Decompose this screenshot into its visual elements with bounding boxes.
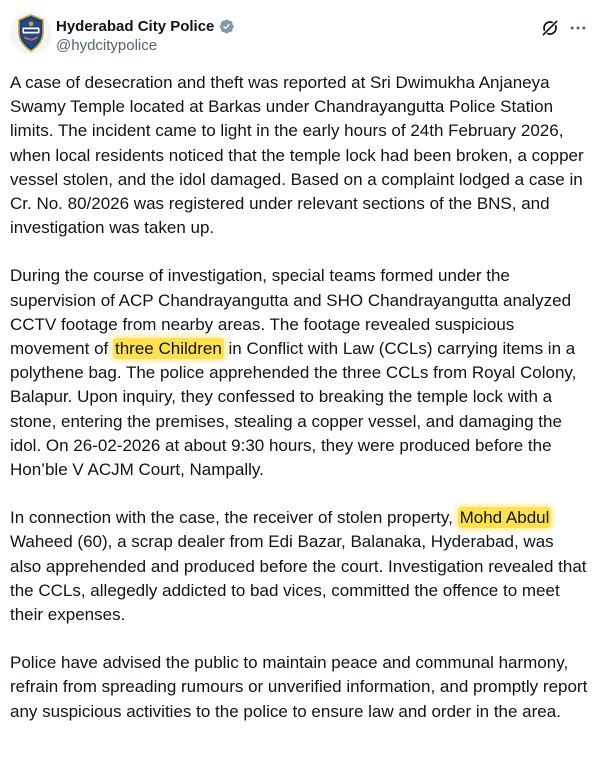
paragraph-3-text-after: Waheed (60), a scrap dealer from Edi Bazar, Balanaka, Hyderabad, was also apprehended and produced before the court. Investigation revealed that the CCLs, allegedly addicted to bad vices, committed the offence to meet their expenses. [10, 532, 587, 625]
verified-badge-icon[interactable] [218, 18, 235, 35]
highlight-three-children: three Children [115, 339, 222, 359]
author-block [56, 16, 235, 54]
paragraph-2 [10, 264, 588, 482]
grok-icon[interactable] [540, 18, 560, 38]
paragraph-3-text-before: In connection with the case, the receiver of stolen property, [10, 508, 458, 528]
police-badge-avatar[interactable] [10, 12, 52, 54]
tweet-text [10, 71, 588, 748]
display-name-row [56, 16, 235, 36]
paragraph-2-text-after: in Conflict with Law (CCLs) carrying items in a polythene bag. The police apprehended the three CCLs from Royal Colony, Balapur. Upon inquiry, they confessed to breaking the temple lock with a stone, entering the premises, stealing a copper vessel, and damaging the idol. On 26-02-2026 at about 9:30 hours, they were produced before the Hon’ble V ACJM Court, Nampally. [10, 339, 577, 480]
paragraph-1: A case of desecration and theft was reported at Sri Dwimukha Anjaneya Swamy Temple located at Barkas under Chandrayangutta Police Station limits. The incident came to light in the early hours of 24th February 2026, when local residents noticed that the temple lock had been broken, a copper vessel stolen, and the idol damaged. Based on a complaint lodged a case in Cr. No. 80/2026 was registered under relevant sections of the BNS, and investigation was taken up. [10, 73, 584, 238]
paragraph-4: Police have advised the public to maintain peace and communal harmony, refrain from spreading rumours or unverified information, and promptly report any suspicious activities to the police to ensure law and order in the area. [10, 653, 588, 721]
user-handle[interactable]: @hydcitypolice [56, 37, 158, 54]
tweet-header [10, 12, 588, 60]
highlight-mohd-abdul: Mohd Abdul [459, 508, 550, 528]
display-name[interactable]: Hyderabad City Police [56, 17, 215, 35]
paragraph-3 [10, 506, 588, 627]
more-options-icon[interactable] [568, 18, 588, 38]
paragraph-2-text-before: During the course of investigation, special teams formed under the supervision of ACP Chandrayangutta and SHO Chandrayangutta analyzed CCTV footage from nearby areas. The footage revealed suspicious movement of [10, 266, 572, 359]
